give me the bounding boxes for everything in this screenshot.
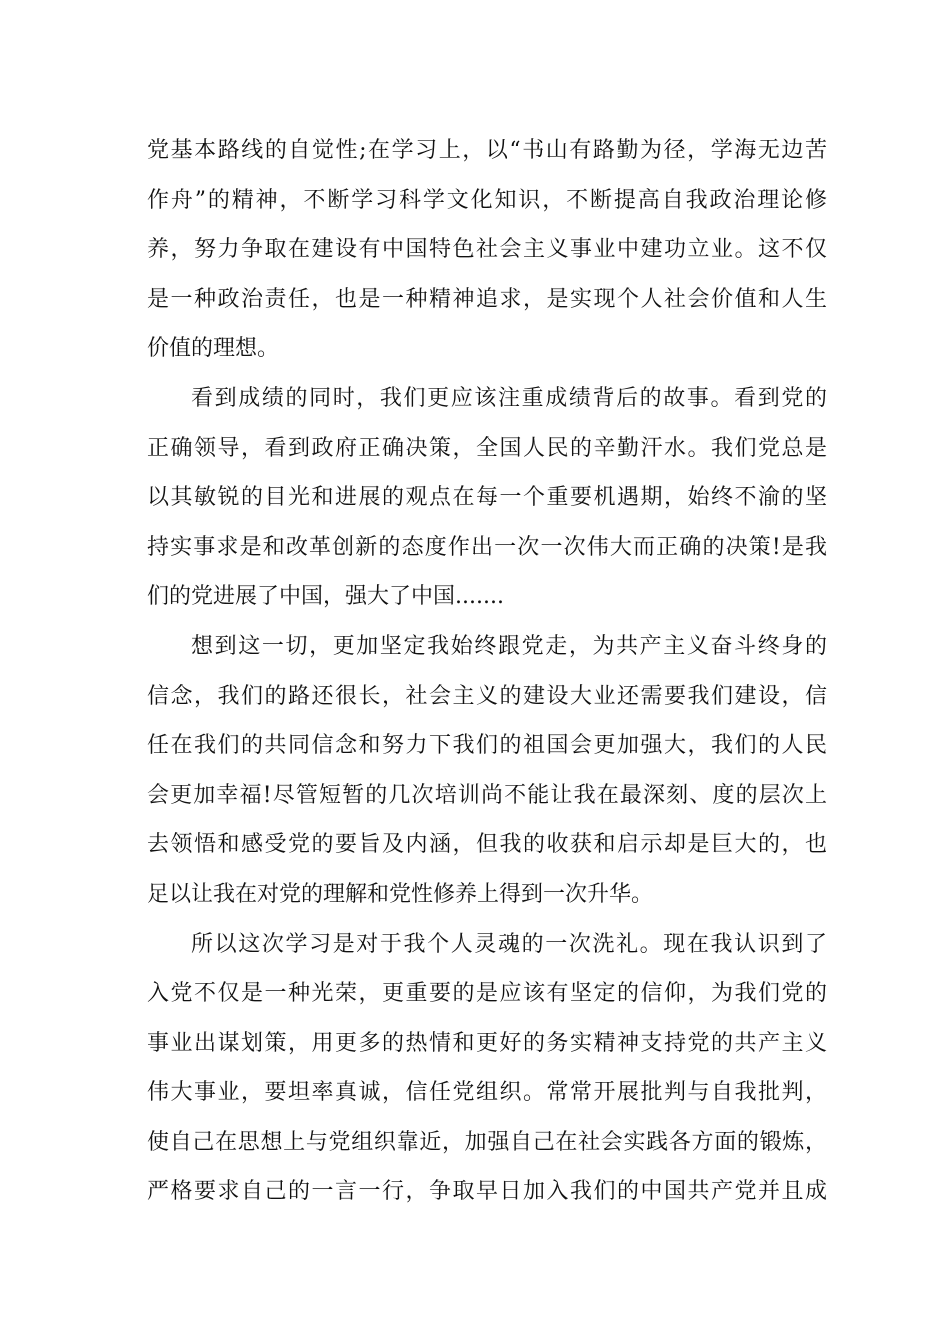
paragraph-3 <box>147 622 827 920</box>
text-line: 伟大事业，要坦率真诚，信任党组织。常常开展批判与自我批判， <box>147 1080 827 1106</box>
text-line: 入党不仅是一种光荣，更重要的是应该有坚定的信仰，为我们党的 <box>147 981 827 1007</box>
text-line: 党基本路线的自觉性;在学习上，以“书山有路勤为径，学海无边苦 <box>147 138 827 163</box>
text-line: 事业出谋划策，用更多的热情和更好的务实精神支持党的共产主义 <box>147 1030 827 1056</box>
text-line: 价值的理想。 <box>147 336 280 362</box>
text-line: 去领悟和感受党的要旨及内涵，但我的收获和启示却是巨大的，也 <box>147 832 827 858</box>
text-line: 正确领导，看到政府正确决策，全国人民的辛勤汗水。我们党总是 <box>147 435 827 461</box>
text-line: 作舟”的精神，不断学习科学文化知识，不断提高自我政治理论修 <box>147 187 827 213</box>
text-line: 所以这次学习是对于我个人灵魂的一次洗礼。现在我认识到了 <box>191 931 827 957</box>
paragraph-1 <box>147 126 827 374</box>
text-line: 使自己在思想上与党组织靠近，加强自己在社会实践各方面的锻炼， <box>147 1129 827 1155</box>
text-line: 是一种政治责任，也是一种精神追求，是实现个人社会价值和人生 <box>147 286 827 312</box>
text-line: 以其敏锐的目光和进展的观点在每一个重要机遇期，始终不渝的坚 <box>147 485 827 511</box>
paragraph-4 <box>147 920 827 1218</box>
text-line: 持实事求是和改革创新的态度作出一次一次伟大而正确的决策!是我 <box>147 534 827 560</box>
text-line: 严格要求自己的一言一行，争取早日加入我们的中国共产党并且成 <box>147 1179 827 1205</box>
text-line: 任在我们的共同信念和努力下我们的祖国会更加强大，我们的人民 <box>147 733 827 759</box>
text-line: 们的党进展了中国，强大了中国....... <box>147 584 504 610</box>
document-body <box>147 126 827 1217</box>
text-line: 足以让我在对党的理解和党性修养上得到一次升华。 <box>147 881 654 907</box>
text-line: 想到这一切，更加坚定我始终跟党走，为共产主义奋斗终身的 <box>191 633 827 659</box>
text-line: 会更加幸福!尽管短暂的几次培训尚不能让我在最深刻、度的层次上 <box>147 782 827 808</box>
paragraph-2 <box>147 374 827 622</box>
text-line: 信念，我们的路还很长，社会主义的建设大业还需要我们建设，信 <box>147 683 827 709</box>
text-line: 养，努力争取在建设有中国特色社会主义事业中建功立业。这不仅 <box>147 237 827 263</box>
text-line: 看到成绩的同时，我们更应该注重成绩背后的故事。看到党的 <box>191 385 827 411</box>
